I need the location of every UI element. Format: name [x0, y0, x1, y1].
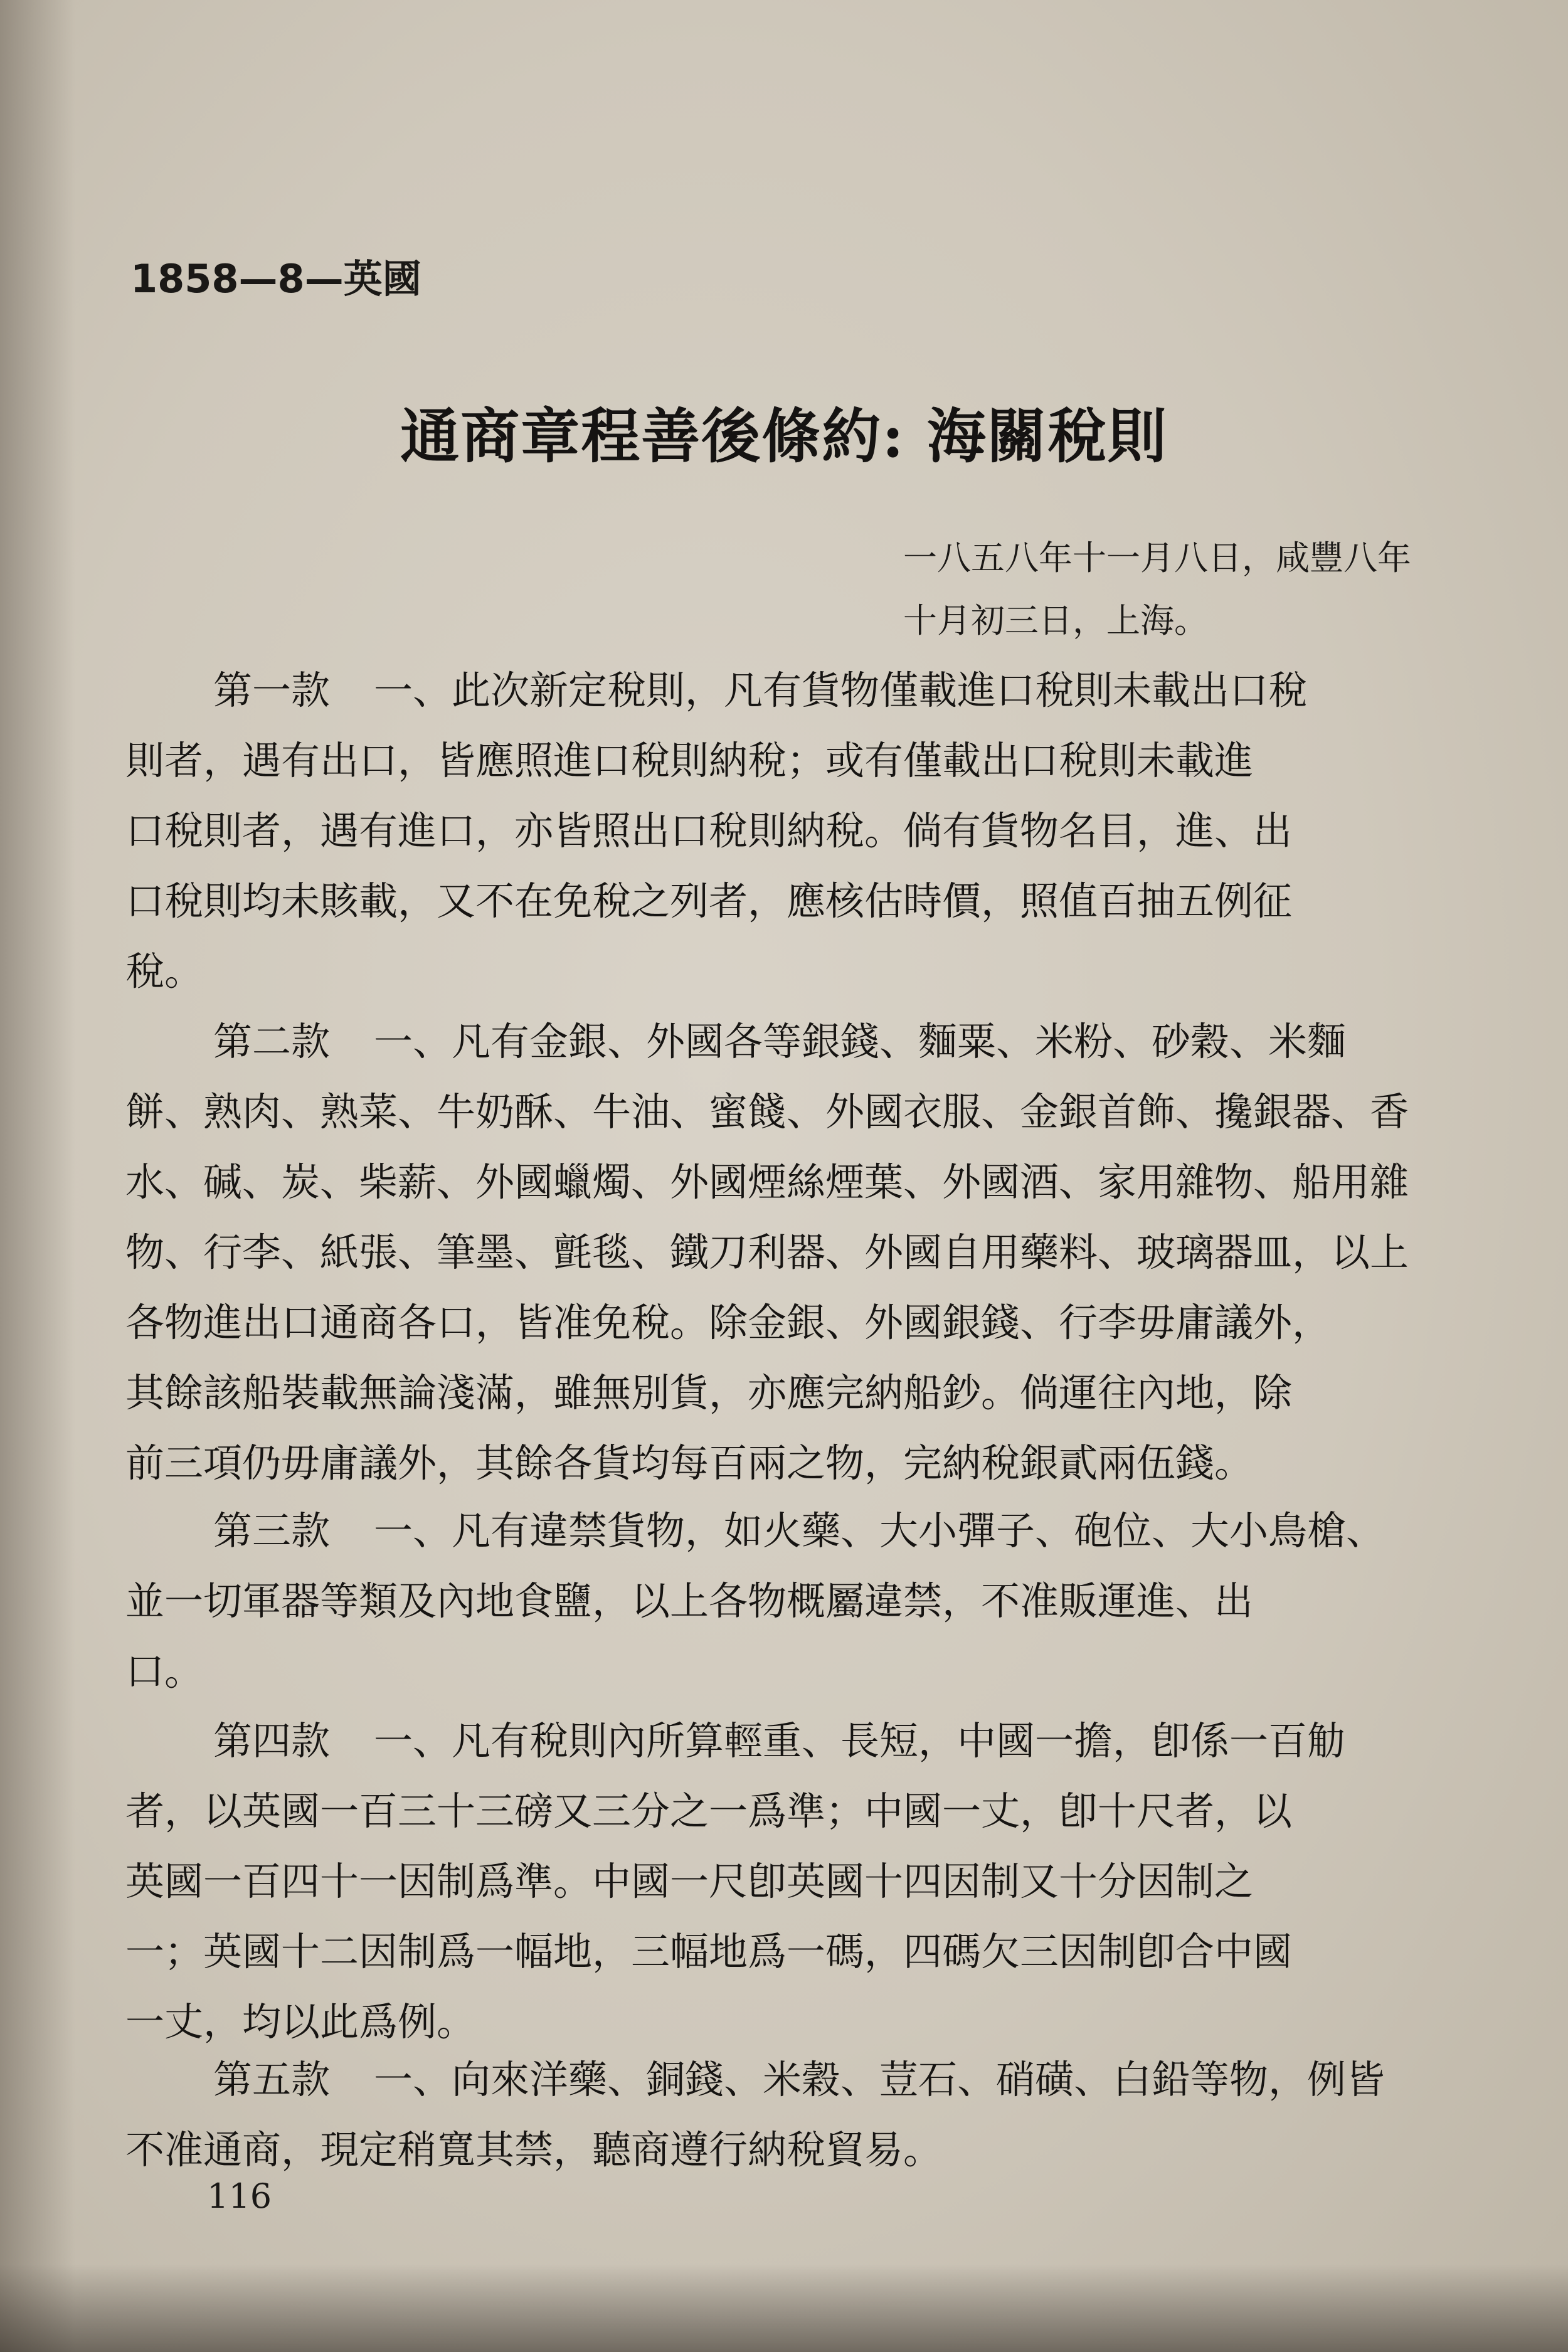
article-1 [125, 655, 1493, 1007]
article-line: 稅。 [125, 948, 204, 994]
article-text: 一、此次新定稅則，凡有貨物僅載進口稅則未載出口稅 [374, 667, 1308, 713]
article-line: 一丈，均以此爲例。 [125, 1999, 476, 2045]
article-line: 前三項仍毋庸議外，其餘各貨均每百兩之物，完納稅銀貳兩伍錢。 [125, 1440, 1254, 1486]
article-text: 一、凡有金銀、外國各等銀錢、麵粟、米粉、砂穀、米麵 [374, 1019, 1347, 1064]
article-line: 其餘該船裝載無論淺滿，雖無別貨，亦應完納船鈔。倘運往內地，除 [125, 1370, 1293, 1416]
running-header: 1858—8—英國 [130, 256, 421, 302]
article-line: 水、碱、炭、柴薪、外國蠟燭、外國煙絲煙葉、外國酒、家用雜物、船用雜 [125, 1159, 1409, 1205]
article-label: 第二款 [213, 1019, 331, 1064]
article-line: 口稅則均未賅載，又不在免稅之列者，應核估時價，照值百抽五例征 [125, 878, 1293, 924]
article-label: 第三款 [213, 1508, 331, 1554]
article-text: 一、凡有違禁貨物，如火藥、大小彈子、砲位、大小鳥槍、 [374, 1508, 1385, 1554]
article-line: 餅、熟肉、熟菜、牛奶酥、牛油、蜜餞、外國衣服、金銀首飾、攙銀器、香 [125, 1089, 1409, 1135]
treaty-title: 通商章程善後條約: 海關稅則 [400, 402, 1168, 471]
date-block [903, 527, 1411, 652]
article-3 [125, 1496, 1493, 1707]
article-line [125, 2045, 1493, 2115]
article-line: 各物進出口通商各口，皆准免稅。除金銀、外國銀錢、行李毋庸議外， [125, 1300, 1332, 1345]
article-line [125, 1007, 1493, 1077]
article-line [125, 1706, 1493, 1776]
date-line: 一八五八年十一月八日，咸豐八年 [903, 538, 1411, 578]
article-line: 口稅則者，遇有進口，亦皆照出口稅則納稅。倘有貨物名目，進、出 [125, 808, 1293, 854]
date-line: 十月初三日，上海。 [903, 601, 1208, 640]
article-line [125, 655, 1493, 726]
article-5 [125, 2045, 1493, 2185]
article-label: 第四款 [213, 1718, 331, 1764]
page-shadow-bottom [0, 2264, 1568, 2352]
article-2 [125, 1007, 1493, 1498]
article-label: 第一款 [213, 667, 331, 713]
article-line: 英國一百四十一因制爲準。中國一尺卽英國十四因制又十分因制之 [125, 1858, 1254, 1904]
article-line: 口。 [125, 1648, 204, 1694]
article-line: 並一切軍器等類及內地食鹽，以上各物概屬違禁，不准販運進、出 [125, 1578, 1254, 1624]
article-line [125, 1496, 1493, 1566]
article-line: 一；英國十二因制爲一幅地，三幅地爲一碼，四碼欠三因制卽合中國 [125, 1929, 1293, 1974]
article-line: 物、行李、紙張、筆墨、氈毯、鐵刀利器、外國自用藥料、玻璃器皿，以上 [125, 1229, 1409, 1275]
article-label: 第五款 [213, 2057, 331, 2102]
article-line: 者，以英國一百三十三磅又三分之一爲準；中國一丈，卽十尺者，以 [125, 1788, 1293, 1834]
article-line: 則者，遇有出口，皆應照進口稅則納稅；或有僅載出口稅則未載進 [125, 738, 1254, 783]
page-shadow-left [0, 0, 75, 2352]
article-4 [125, 1706, 1493, 2057]
page-number: 116 [207, 2176, 272, 2216]
article-text: 一、凡有稅則內所算輕重、長短，中國一擔，卽係一百觔 [374, 1718, 1347, 1764]
article-text: 一、向來洋藥、銅錢、米穀、荳石、硝磺、白鉛等物，例皆 [374, 2057, 1385, 2102]
article-line: 不准通商，現定稍寬其禁，聽商遵行納稅貿易。 [125, 2127, 943, 2173]
